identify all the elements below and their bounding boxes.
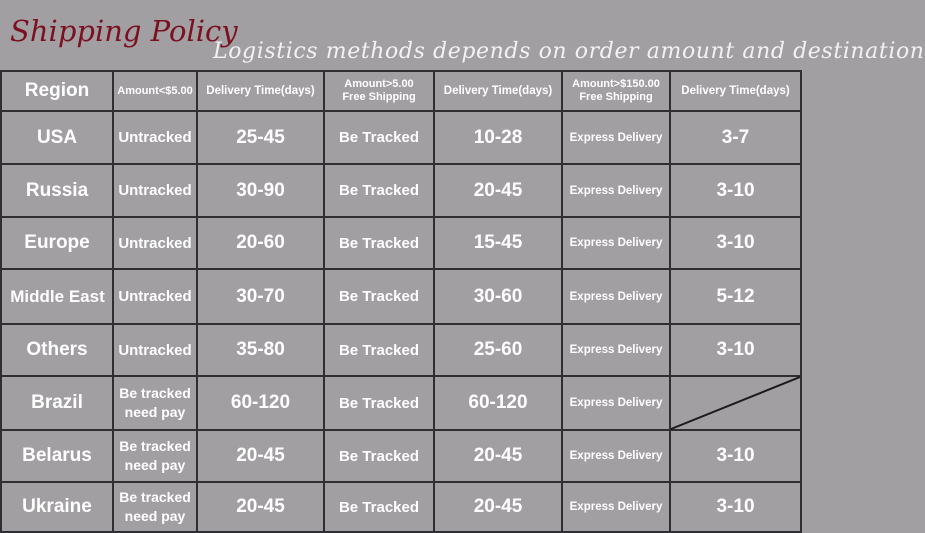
- header: [0, 0, 925, 70]
- method-over-5-cell: Be Tracked: [324, 376, 434, 430]
- method-over-5-cell: Be Tracked: [324, 111, 434, 164]
- table-row-russia: [1, 164, 801, 217]
- region-cell: Middle East: [1, 269, 113, 324]
- header-amount-over-150: [562, 71, 670, 111]
- method-under-5-line2: need pay: [124, 404, 186, 420]
- method-over-5-cell: Be Tracked: [324, 482, 434, 532]
- method-under-5-line2: need pay: [124, 457, 186, 473]
- days-3-cell: 3-10: [670, 430, 801, 482]
- days-2-cell: 60-120: [434, 376, 562, 430]
- method-under-5-cell: [113, 376, 197, 430]
- method-under-5-cell: Untracked: [113, 324, 197, 376]
- days-1-cell: 20-45: [197, 430, 324, 482]
- days-1-cell: 30-70: [197, 269, 324, 324]
- table-row-brazil: [1, 376, 801, 430]
- method-under-5-line1: Be tracked: [119, 438, 191, 454]
- method-over-150-cell: Express Delivery: [562, 111, 670, 164]
- region-cell: Others: [1, 324, 113, 376]
- region-cell: Belarus: [1, 430, 113, 482]
- method-over-5-cell: Be Tracked: [324, 430, 434, 482]
- header-amount-over-150-line1: Amount>$150.00: [572, 78, 660, 90]
- method-over-5-cell: Be Tracked: [324, 164, 434, 217]
- days-2-cell: 30-60: [434, 269, 562, 324]
- region-cell: USA: [1, 111, 113, 164]
- days-3-cell: 3-10: [670, 217, 801, 269]
- table-row-belarus: [1, 430, 801, 482]
- days-2-cell: 20-45: [434, 482, 562, 532]
- method-over-150-cell: Express Delivery: [562, 376, 670, 430]
- method-over-5-cell: Be Tracked: [324, 269, 434, 324]
- method-over-150-cell: Express Delivery: [562, 269, 670, 324]
- days-3-cell-not-available: [670, 376, 801, 430]
- method-under-5-line1: Be tracked: [119, 489, 191, 505]
- header-delivery-time-1: Delivery Time(days): [197, 71, 324, 111]
- method-under-5-line1: Be tracked: [119, 385, 191, 401]
- days-1-cell: 20-45: [197, 482, 324, 532]
- method-under-5-line2: need pay: [124, 508, 186, 524]
- header-amount-under-5: Amount<$5.00: [113, 71, 197, 111]
- region-cell: Ukraine: [1, 482, 113, 532]
- page-subtitle: Logistics methods depends on order amount and destination: [213, 39, 925, 64]
- days-3-cell: 5-12: [670, 269, 801, 324]
- region-cell: Russia: [1, 164, 113, 217]
- days-3-cell: 3-10: [670, 482, 801, 532]
- method-over-150-cell: Express Delivery: [562, 482, 670, 532]
- table-header-row: [1, 71, 801, 111]
- days-1-cell: 25-45: [197, 111, 324, 164]
- table-row-europe: [1, 217, 801, 269]
- header-delivery-time-3: Delivery Time(days): [670, 71, 801, 111]
- days-1-cell: 20-60: [197, 217, 324, 269]
- days-1-cell: 60-120: [197, 376, 324, 430]
- table-row-usa: [1, 111, 801, 164]
- region-cell: Europe: [1, 217, 113, 269]
- days-2-cell: 20-45: [434, 430, 562, 482]
- days-2-cell: 25-60: [434, 324, 562, 376]
- days-2-cell: 15-45: [434, 217, 562, 269]
- method-under-5-cell: [113, 482, 197, 532]
- days-3-cell: 3-10: [670, 324, 801, 376]
- table-row-middle-east: [1, 269, 801, 324]
- days-3-cell: 3-7: [670, 111, 801, 164]
- days-1-cell: 35-80: [197, 324, 324, 376]
- header-region: Region: [1, 71, 113, 111]
- method-under-5-cell: Untracked: [113, 269, 197, 324]
- days-2-cell: 10-28: [434, 111, 562, 164]
- method-over-5-cell: Be Tracked: [324, 217, 434, 269]
- header-amount-over-150-line2: Free Shipping: [579, 91, 653, 103]
- days-3-cell: 3-10: [670, 164, 801, 217]
- method-over-150-cell: Express Delivery: [562, 430, 670, 482]
- header-amount-over-5: [324, 71, 434, 111]
- header-delivery-time-2: Delivery Time(days): [434, 71, 562, 111]
- days-1-cell: 30-90: [197, 164, 324, 217]
- method-under-5-cell: [113, 430, 197, 482]
- page-title: Shipping Policy: [10, 14, 238, 48]
- header-amount-over-5-line1: Amount>5.00: [344, 78, 414, 90]
- method-over-150-cell: Express Delivery: [562, 217, 670, 269]
- method-over-150-cell: Express Delivery: [562, 324, 670, 376]
- region-cell: Brazil: [1, 376, 113, 430]
- method-under-5-cell: Untracked: [113, 111, 197, 164]
- method-under-5-cell: Untracked: [113, 217, 197, 269]
- shipping-table: [0, 70, 802, 533]
- method-under-5-cell: Untracked: [113, 164, 197, 217]
- method-over-150-cell: Express Delivery: [562, 164, 670, 217]
- header-amount-over-5-line2: Free Shipping: [342, 91, 416, 103]
- table-row-ukraine: [1, 482, 801, 532]
- table-row-others: [1, 324, 801, 376]
- days-2-cell: 20-45: [434, 164, 562, 217]
- method-over-5-cell: Be Tracked: [324, 324, 434, 376]
- diagonal-slash-icon: [671, 377, 800, 429]
